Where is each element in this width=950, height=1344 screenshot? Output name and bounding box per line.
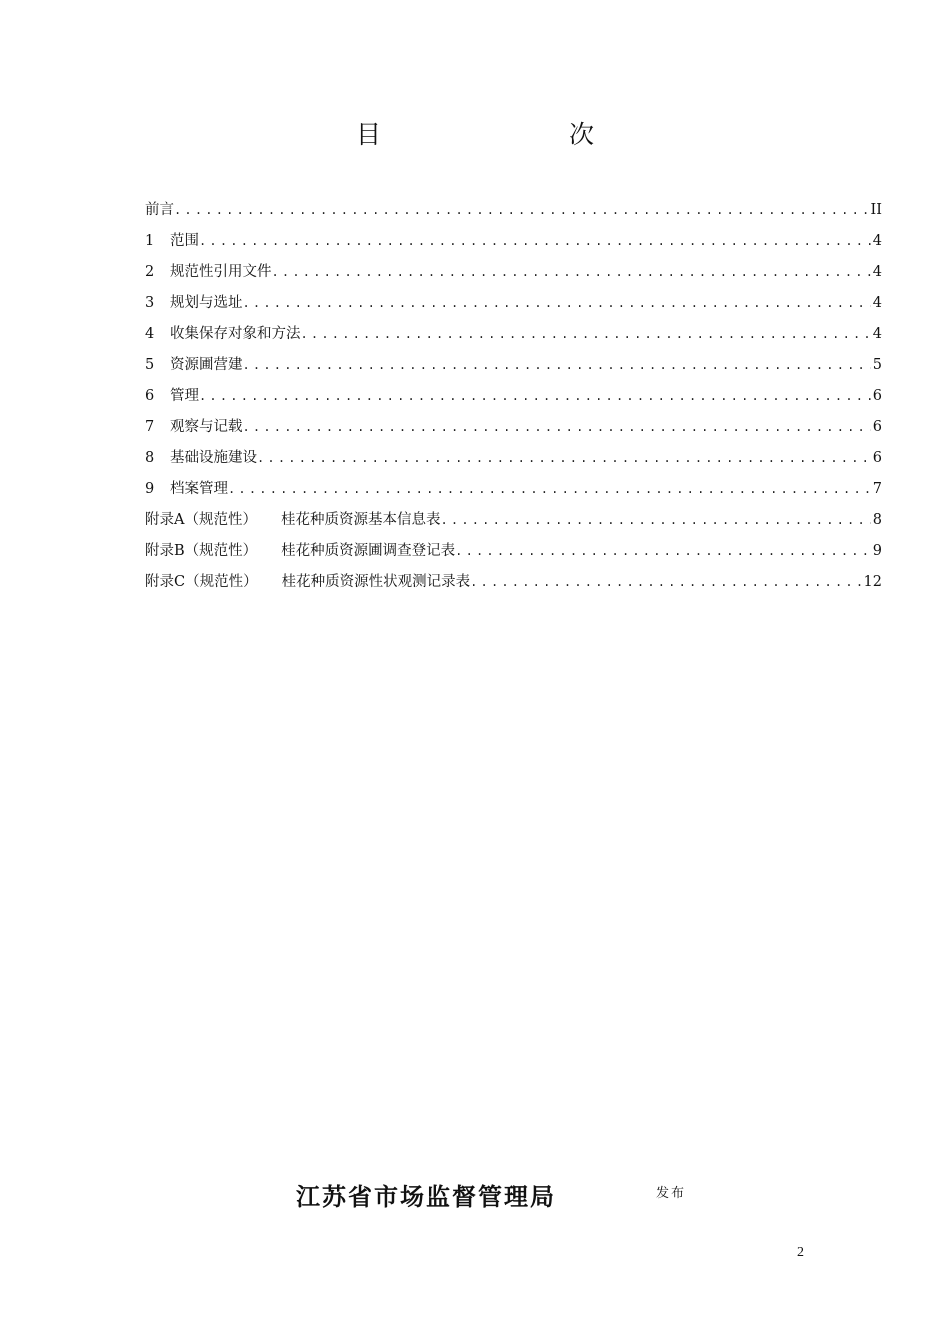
toc-page-number: 6 bbox=[872, 450, 882, 466]
toc-leader-dots bbox=[228, 476, 871, 502]
toc-entry-label: 范围 bbox=[170, 233, 199, 249]
toc-entry-label: 收集保存对象和方法 bbox=[170, 326, 301, 342]
toc-page-number: 4 bbox=[872, 326, 882, 342]
toc-page-number: 6 bbox=[872, 388, 882, 404]
toc-entry-label: 基础设施建设 bbox=[170, 450, 257, 466]
toc-entry-label: 桂花种质资源性状观测记录表 bbox=[281, 574, 471, 590]
page-title: 目 次 bbox=[355, 120, 640, 149]
toc-entry-normative-references[interactable] bbox=[145, 259, 882, 290]
toc-entry-foreword[interactable] bbox=[145, 197, 882, 228]
toc-section-number: 4 bbox=[145, 326, 155, 342]
toc-entry-appendix-a[interactable] bbox=[145, 507, 882, 538]
toc-leader-dots bbox=[199, 383, 871, 409]
toc-leader-dots bbox=[199, 228, 871, 254]
table-of-contents bbox=[145, 197, 882, 600]
toc-leader-dots bbox=[243, 352, 871, 378]
toc-entry-planning-siting[interactable] bbox=[145, 290, 882, 321]
toc-section-number: 8 bbox=[145, 450, 155, 466]
toc-entry-label: 管理 bbox=[170, 388, 199, 404]
toc-entry-label: 前言 bbox=[145, 202, 174, 218]
toc-leader-dots bbox=[440, 507, 870, 533]
page-number: 2 bbox=[797, 1245, 804, 1260]
toc-entry-archive-management[interactable] bbox=[145, 476, 882, 507]
toc-entry-label: 档案管理 bbox=[170, 481, 228, 497]
toc-entry-label: 规范性引用文件 bbox=[170, 264, 272, 280]
toc-leader-dots bbox=[470, 569, 861, 595]
toc-leader-dots bbox=[243, 290, 871, 316]
toc-page-number: 4 bbox=[872, 264, 882, 280]
toc-entry-management[interactable] bbox=[145, 383, 882, 414]
toc-entry-appendix-b[interactable] bbox=[145, 538, 882, 569]
toc-page-number: 8 bbox=[872, 512, 882, 528]
toc-section-number: 3 bbox=[145, 295, 155, 311]
issue-label: 发布 bbox=[656, 1186, 687, 1201]
toc-entry-scope[interactable] bbox=[145, 228, 882, 259]
toc-entry-appendix-c[interactable] bbox=[145, 569, 882, 600]
toc-entry-label: 资源圃营建 bbox=[170, 357, 243, 373]
toc-section-number: 2 bbox=[145, 264, 155, 280]
toc-section-number: 5 bbox=[145, 357, 155, 373]
toc-entry-infrastructure[interactable] bbox=[145, 445, 882, 476]
toc-appendix-prefix: 附录A（规范性） bbox=[145, 512, 257, 528]
toc-entry-label: 规划与选址 bbox=[170, 295, 243, 311]
toc-leader-dots bbox=[174, 197, 869, 223]
toc-leader-dots bbox=[301, 321, 871, 347]
toc-page-number: II bbox=[870, 202, 882, 218]
toc-entry-label: 桂花种质资源基本信息表 bbox=[280, 512, 441, 528]
toc-entry-label: 桂花种质资源圃调查登记表 bbox=[281, 543, 456, 559]
toc-leader-dots bbox=[272, 259, 871, 285]
issuing-authority: 江苏省市场监督管理局 bbox=[296, 1183, 556, 1211]
toc-section-number: 9 bbox=[145, 481, 155, 497]
toc-entry-observation-recording[interactable] bbox=[145, 414, 882, 445]
toc-leader-dots bbox=[257, 445, 871, 471]
toc-entry-collection-methods[interactable] bbox=[145, 321, 882, 352]
toc-section-number: 7 bbox=[145, 419, 155, 435]
toc-page-number: 4 bbox=[872, 233, 882, 249]
toc-section-number: 6 bbox=[145, 388, 155, 404]
toc-appendix-prefix: 附录C（规范性） bbox=[145, 574, 258, 590]
toc-page-number: 7 bbox=[872, 481, 882, 497]
toc-page-number: 6 bbox=[872, 419, 882, 435]
toc-page-number: 4 bbox=[872, 295, 882, 311]
toc-entry-nursery-construction[interactable] bbox=[145, 352, 882, 383]
toc-section-number: 1 bbox=[145, 233, 155, 249]
toc-leader-dots bbox=[455, 538, 871, 564]
toc-appendix-prefix: 附录B（规范性） bbox=[145, 543, 258, 559]
toc-page-number: 9 bbox=[872, 543, 882, 559]
toc-leader-dots bbox=[243, 414, 871, 440]
toc-entry-label: 观察与记载 bbox=[170, 419, 243, 435]
toc-page-number: 5 bbox=[872, 357, 882, 373]
toc-page-number: 12 bbox=[863, 574, 882, 590]
